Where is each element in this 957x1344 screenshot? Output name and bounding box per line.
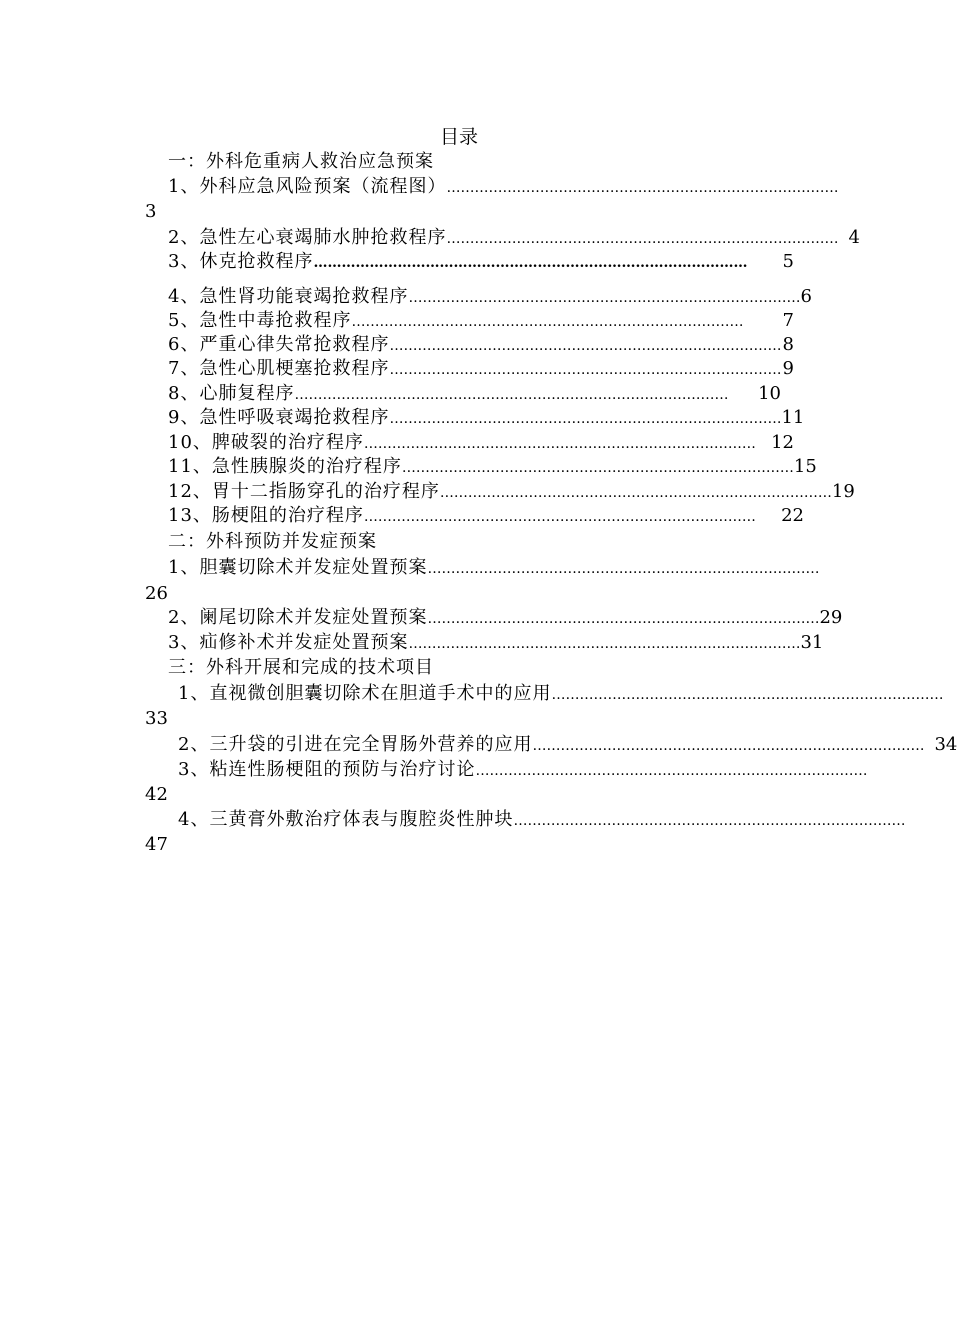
toc-entry-text: 13、肠梗阻的治疗程序 — [168, 505, 364, 526]
section-heading-3: 三：外科开展和完成的技术项目 — [168, 657, 434, 678]
toc-entry-page: 3 — [145, 201, 157, 222]
toc-entry-text: 8、心肺复程序 — [168, 383, 295, 404]
toc-entry-text: 4、急性肾功能衰竭抢救程序 — [168, 286, 409, 307]
leader-dots: ………………………………………………………………………… — [389, 362, 782, 378]
toc-entry-5[interactable] — [168, 309, 794, 334]
toc-entry-text: 12、胃十二指肠穿孔的治疗程序 — [168, 481, 440, 502]
toc-entry-text: 9、急性呼吸衰竭抢救程序 — [168, 407, 390, 428]
toc-entry-text: 4、三黄膏外敷治疗体表与腹腔炎性肿块 — [178, 809, 514, 830]
toc-title: 目录 — [439, 126, 478, 148]
leader-dots: ………………………………………………………………………… — [408, 290, 801, 306]
toc-entry-page: 26 — [145, 583, 168, 604]
toc-entry-16[interactable] — [168, 631, 824, 656]
toc-entry-text: 11、急性胰腺炎的治疗程序 — [168, 456, 402, 477]
toc-entry-text: 10、脾破裂的治疗程序 — [168, 432, 364, 453]
toc-entry-text: 1、胆囊切除术并发症处置预案 — [168, 557, 428, 578]
toc-entry-7[interactable] — [168, 357, 794, 382]
leader-dots: ………………………………………………………………………… — [513, 813, 906, 829]
leader-dots: ………………………………………………………………………… — [446, 231, 839, 247]
toc-entry-3[interactable] — [168, 250, 794, 275]
toc-entry-12[interactable] — [168, 480, 855, 505]
toc-entry-text: 1、直视微创胆囊切除术在胆道手术中的应用 — [178, 683, 552, 704]
toc-entry-1[interactable] — [168, 175, 839, 200]
leader-dots: ………………………………………………………………………… — [363, 509, 756, 525]
toc-entry-page: 34 — [934, 734, 957, 755]
toc-entry-11[interactable] — [168, 455, 817, 480]
leader-dots: ………………………………………………………………………………… — [313, 255, 748, 271]
leader-dots: ………………………………………………………………………… — [389, 411, 782, 427]
toc-entry-page: 29 — [819, 607, 843, 628]
leader-dots: ………………………………………………………………………… — [475, 763, 868, 779]
toc-entry-2[interactable] — [168, 226, 860, 251]
toc-entry-17[interactable] — [178, 682, 944, 707]
toc-entry-page: 4 — [848, 227, 860, 248]
toc-entry-text: 5、急性中毒抢救程序 — [168, 310, 352, 331]
leader-dots: ………………………………………………………………………… — [427, 561, 820, 577]
toc-entry-text: 6、严重心律失常抢救程序 — [168, 334, 390, 355]
leader-dots: ………………………………………………………………………… — [532, 738, 925, 754]
toc-entry-text: 2、急性左心衰竭肺水肿抢救程序 — [168, 227, 447, 248]
leader-dots: ………………………………………………………………………… — [389, 338, 782, 354]
toc-entry-text: 3、休克抢救程序 — [168, 251, 314, 272]
toc-entry-14[interactable] — [168, 556, 820, 581]
leader-dots: ………………………………………………………………………………… — [294, 387, 729, 403]
toc-entry-13[interactable] — [168, 504, 804, 529]
toc-entry-page: 22 — [781, 505, 804, 526]
toc-entry-text: 7、急性心肌梗塞抢救程序 — [168, 358, 390, 379]
leader-dots: ………………………………………………………………………… — [439, 485, 832, 501]
leader-dots: ………………………………………………………………………… — [363, 436, 756, 452]
toc-entry-page: 11 — [781, 407, 805, 428]
leader-dots: ………………………………………………………………………… — [551, 687, 944, 703]
toc-entry-page: 9 — [782, 358, 794, 379]
toc-entry-9[interactable] — [168, 406, 804, 431]
toc-entry-page: 15 — [793, 456, 817, 477]
toc-entry-18[interactable] — [178, 733, 957, 758]
leader-dots: ………………………………………………………………………… — [401, 460, 794, 476]
toc-entry-page: 47 — [145, 834, 168, 855]
toc-entry-page: 5 — [782, 251, 794, 272]
toc-entry-20[interactable] — [178, 808, 906, 833]
leader-dots: ………………………………………………………………………… — [351, 314, 744, 330]
toc-entry-text: 3、粘连性肠梗阻的预防与治疗讨论 — [178, 759, 476, 780]
section-heading-2: 二：外科预防并发症预案 — [168, 531, 377, 552]
toc-entry-15[interactable] — [168, 606, 843, 631]
leader-dots: ………………………………………………………………………… — [408, 636, 801, 652]
toc-entry-text: 2、三升袋的引进在完全胃肠外营养的应用 — [178, 734, 533, 755]
toc-entry-6[interactable] — [168, 333, 794, 358]
toc-entry-page: 7 — [782, 310, 794, 331]
toc-entry-text: 3、疝修补术并发症处置预案 — [168, 632, 409, 653]
toc-entry-text: 1、外科应急风险预案（流程图） — [168, 176, 447, 197]
toc-entry-page: 8 — [782, 334, 794, 355]
toc-entry-page: 33 — [145, 708, 168, 729]
toc-entry-page: 19 — [831, 481, 855, 502]
toc-entry-text: 2、阑尾切除术并发症处置预案 — [168, 607, 428, 628]
toc-entry-page: 42 — [145, 784, 168, 805]
toc-entry-10[interactable] — [168, 431, 794, 456]
toc-entry-4[interactable] — [168, 285, 812, 310]
toc-entry-page: 31 — [800, 632, 824, 653]
toc-entry-19[interactable] — [178, 758, 868, 783]
toc-entry-8[interactable] — [168, 382, 781, 407]
leader-dots: ………………………………………………………………………… — [427, 611, 820, 627]
toc-entry-page: 12 — [771, 432, 794, 453]
toc-entry-page: 6 — [800, 286, 812, 307]
section-heading-1: 一：外科危重病人救治应急预案 — [168, 151, 434, 172]
leader-dots: ………………………………………………………………………… — [446, 180, 839, 196]
toc-entry-page: 10 — [758, 383, 781, 404]
